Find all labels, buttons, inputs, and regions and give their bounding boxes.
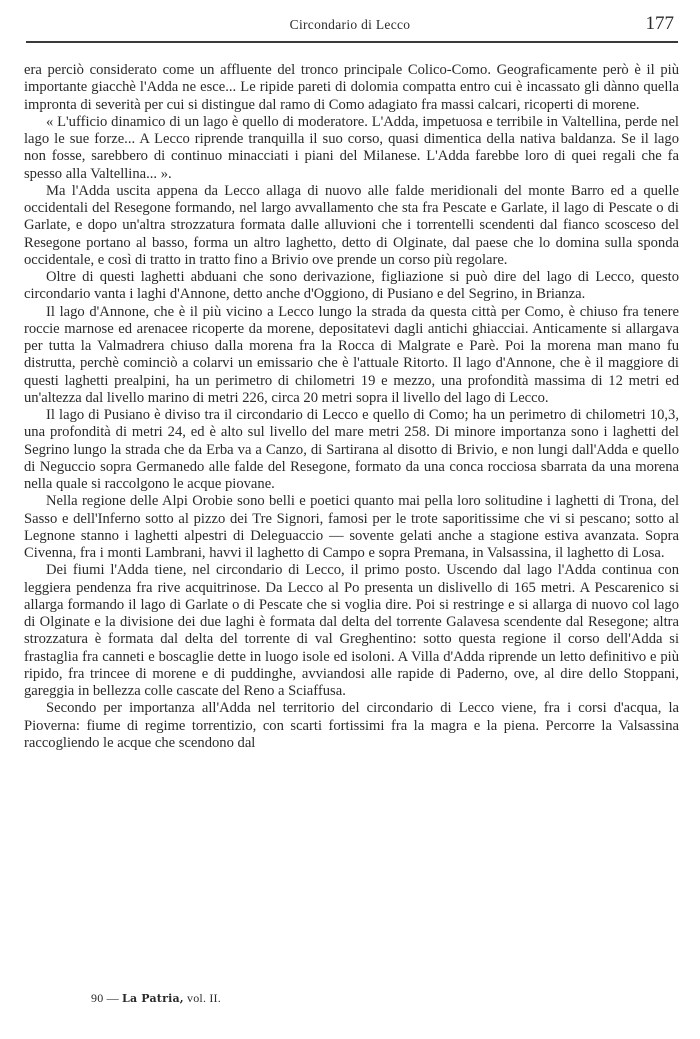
paragraph-continued: era perciò considerato come un affluente del tronco principale Colico-Como. Geograficamente però è il più importante giacchè l'Adda ne esce... Le ripide pareti di dolomia compatta entro cui è incassato gli dànno quella impronta di severità per cui si distingue dal ramo di Como adagiato fra massi calcari, ricoperti di morene.: [24, 62, 679, 113]
header-rule: [26, 41, 678, 43]
paragraph: Dei fiumi l'Adda tiene, nel circondario di Lecco, il primo posto. Uscendo dal lago l'Adda continua con leggiera pendenza fra rive acquitrinose. Da Lecco al Po presenta un dislivello di 165 metri. A Pescarenico si allarga formando il lago di Garlate o di Pescate che si voglia dire. Poi si restringe e si allarga di nuovo col lago di Olginate e la divisione dei due laghi è formata dal delta del torrente Galavesa scendente dal Resegone; altra strozzatura è formata dal delta del torrente di val Greghentino: sotto questa regione il corso dell'Adda si frastaglia fra canneti e boscaglie dette in luogo isole ed isoloni. A Villa d'Adda riprende un letto definitivo e più ripido, fra trincee di morene e di puddinghe, avviandosi alle rapide di Paderno, ove, al dire dello Stoppani, gareggia in bellezza colle cascate del Reno a Sciaffusa.: [24, 562, 679, 699]
page-footer: [91, 991, 221, 1006]
paragraph: Oltre di questi laghetti abduani che sono derivazione, figliazione si può dire del lago di Lecco, questo circondario vanta i laghi d'Annone, detto anche d'Oggiono, di Pusiano e del Segrino, in Brianza.: [24, 269, 679, 303]
paragraph: Secondo per importanza all'Adda nel territorio del circondario di Lecco viene, fra i corsi d'acqua, la Pioverna: fiume di regime torrentizio, con scarti fortissimi fra la magra e la piena. Percorre la Valsassina raccogliendo le acque che scendono dal: [24, 700, 679, 751]
paragraph: Ma l'Adda uscita appena da Lecco allaga di nuovo alle falde meridionali del monte Barro ed a quelle occidentali del Resegone formando, nel largo avvallamento che sta fra Pescate e Garlate, il lago di Pescate o di Garlate, e dopo un'altra strozzatura formata dalle alluvioni che i torrentelli scendenti dal fianco scosceso del Resegone portano al basso, forma un altro laghetto, detto di Olginate, dal paese che lo domina sulla sponda occidentale, e così di tratto in tratto fino a Brivio ove prende un corso più regolare.: [24, 182, 679, 268]
paragraph-quote: « L'ufficio dinamico di un lago è quello di moderatore. L'Adda, impetuosa e terribile in Valtellina, perde nel lago le sue forze... A Lecco riprende tranquilla il suo corso, quasi dimentica della nativa baldanza. Se il lago non fosse, sarebbero di continuo minacciati i piani del Milanese. L'Adda farebbe loro di quei regali che fa spesso alla Valtellina... ».: [24, 113, 679, 182]
periodical-title: La Patria,: [122, 992, 184, 1005]
paragraph: Nella regione delle Alpi Orobie sono belli e poetici quanto mai pella loro solitudine i laghetti di Trona, del Sasso e dell'Inferno sotto al pizzo dei Tre Signori, famosi per le trote saporitissime che vi si pescano; sotto al Legnone stanno i laghetti alpestri di Deleguaccio — sovente gelati anche a stagione estiva avanzata. Sopra Civenna, fra i monti Lambrani, havvi il laghetto di Campo e sopra Premana, in Valsassina, il laghetto di Losa.: [24, 493, 679, 561]
signature-mark: 90 —: [91, 991, 119, 1005]
volume-label: vol. II.: [187, 991, 221, 1005]
running-title: Circondario di Lecco: [289, 17, 411, 32]
page-number: 177: [645, 13, 674, 34]
body-text: [24, 62, 679, 752]
paragraph: Il lago di Pusiano è diviso tra il circondario di Lecco e quello di Como; ha un perimetro di chilometri 10,3, una profondità di metri 24, ed è alto sul livello del mare metri 258. Di minore importanza sono i laghetti del Segrino lungo la strada che da Erba va a Canzo, di Sartirana al disotto di Brivio, e non lungi dall'Adda e quello di Neguccio sopra Germanedo alle falde del Resegone, formato da una conca rocciosa sbarrata da una morena nella quale si raccolgono le acque piovane.: [24, 407, 679, 492]
running-head: [26, 14, 674, 36]
paragraph: Il lago d'Annone, che è il più vicino a Lecco lungo la strada da questa città per Como, è chiuso fra tenere roccie marnose ed arenacee ricoperte da morene, depositatevi dagli antichi ghiacciai. Anticamente si allargava per tutta la Valmadrera chiuso dalla morena fra la Rocca di Malgrate e Parè. Poi la morena man mano fu distrutta, perchè cominciò a colarvi un emissario che è l'attuale Ritorto. Il lago d'Annone, che è il maggiore di questi laghetti prealpini, ha un perimetro di chilometri 19 e mezzo, una profondità massima di 12 metri ed un'altezza dal livello marino di metri 226, circa 20 metri sopra il livello del lago di Lecco.: [24, 303, 679, 406]
